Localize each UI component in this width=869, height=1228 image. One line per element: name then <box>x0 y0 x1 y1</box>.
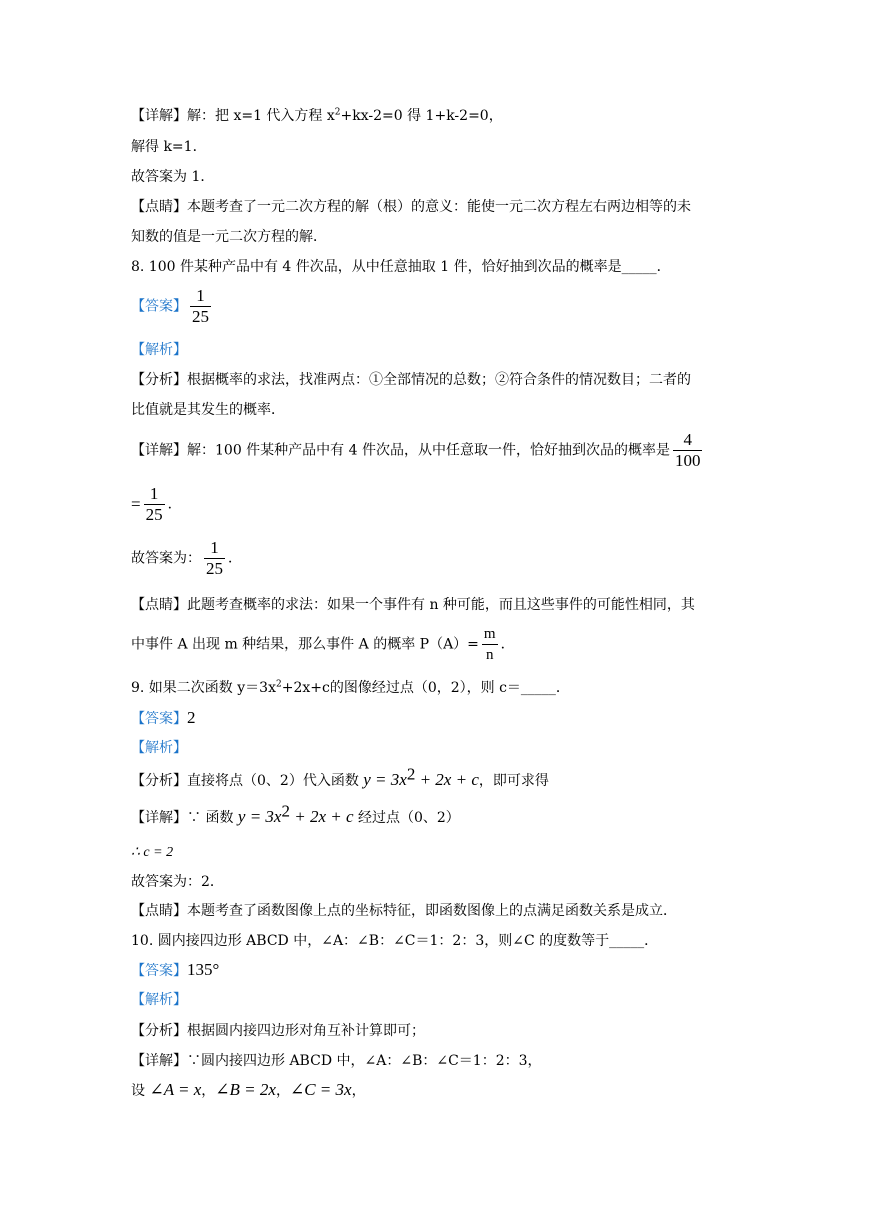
q7-answer-line: 故答案为 1． <box>131 169 215 185</box>
fraction-m-n: $\frac{m}{n}$ <box>483 626 496 663</box>
q7-comment-line-1: 【点睛】本题考查了一元二次方程的解（根）的意义：能使一元二次方程左右两边相等的未 <box>131 199 691 215</box>
answer-tag: 【答案】 <box>131 298 187 315</box>
q7-comment-line-2: 知数的值是一元二次方程的解． <box>131 229 327 245</box>
q7-detail-line: 【详解】解：把 x=1 代入方程 $x^2+kx-2=0$ 得 1+k-2=0， <box>131 107 503 124</box>
q9-comment-line: 【点睛】本题考查了函数图像上点的坐标特征，即函数图像上的点满足函数关系是成立． <box>131 903 677 919</box>
q8-conclusion-line: 故答案为： $\frac{1}{25}$ ． <box>131 538 242 578</box>
q9-detail-line: 【详解】∵ 函数 $y = 3x^2 + 2x + c$ 经过点（0、2） <box>131 801 460 826</box>
q9-conclusion-line: 故答案为：2． <box>131 874 224 890</box>
q8-comment-line-2: 中事件 A 出现 m 种结果，那么事件 A 的概率 P（A）= $\frac{m}{n}$ ． <box>131 626 515 663</box>
q9-therefore-line: ∴ c = 2 <box>131 845 174 860</box>
q8-fenxi-line-2: 比值就是其发生的概率． <box>131 402 285 418</box>
q10-detail-line: 【详解】∵圆内接四边形 ABCD 中，∠A：∠B：∠C＝1：2：3， <box>131 1053 542 1069</box>
q9-fenxi-line: 【分析】直接将点（0、2）代入函数 $y = 3x^2 + 2x + c$，即可求得 <box>131 764 549 789</box>
comment-tag: 【点睛】 <box>131 199 187 215</box>
q9-analysis-tag: 【解析】 <box>131 740 187 756</box>
q7-solve-line: 解得 k=1． <box>131 139 207 155</box>
detail-tag: 【详解】 <box>131 108 187 124</box>
answer-fraction: $\frac{1}{25}$ <box>192 286 209 326</box>
q8-comment-line-1: 【点睛】此题考查概率的求法：如果一个事件有 n 种可能，而且这些事件的可能性相同，其 <box>131 597 695 613</box>
fraction-1-25: $\frac{1}{25}$ <box>145 484 163 524</box>
q10-set-line: 设 ∠A = x，∠B = 2x，∠C = 3x， <box>131 1080 366 1099</box>
q8-detail-line: 【详解】解：100 件某种产品中有 4 件次品，从中任意取一件，恰好抽到次品的概率是 $\frac{4}{100}$ <box>131 430 701 470</box>
q8-answer-line <box>131 286 214 327</box>
q9-question: 9. 如果二次函数 $y=3x^2+2x+c$的图像经过点（0，2），则 c＝_____． <box>131 679 570 696</box>
q8-fenxi-line-1: 【分析】根据概率的求法，找准两点：①全部情况的总数；②符合条件的情况数目；二者的 <box>131 372 691 388</box>
fraction-4-100: $\frac{4}{100}$ <box>674 430 701 470</box>
q8-equals-line: = $\frac{1}{25}$ ． <box>131 484 182 524</box>
q9-answer-line: 【答案】2 <box>131 708 196 727</box>
q10-answer-line: 【答案】135° <box>131 960 220 979</box>
q10-fenxi-line: 【分析】根据圆内接四边形对角互补计算即可； <box>131 1023 425 1039</box>
q10-analysis-tag: 【解析】 <box>131 992 187 1008</box>
q8-question: 8. 100 件某种产品中有 4 件次品，从中任意抽取 1 件，恰好抽到次品的概率是_____． <box>131 259 671 275</box>
q8-analysis-tag: 【解析】 <box>131 342 187 358</box>
q10-question: 10. 圆内接四边形 ABCD 中，∠A：∠B：∠C＝1：2：3，则∠C 的度数等于_____． <box>131 933 659 949</box>
fraction-1-25-conclusion: $\frac{1}{25}$ <box>206 538 223 578</box>
